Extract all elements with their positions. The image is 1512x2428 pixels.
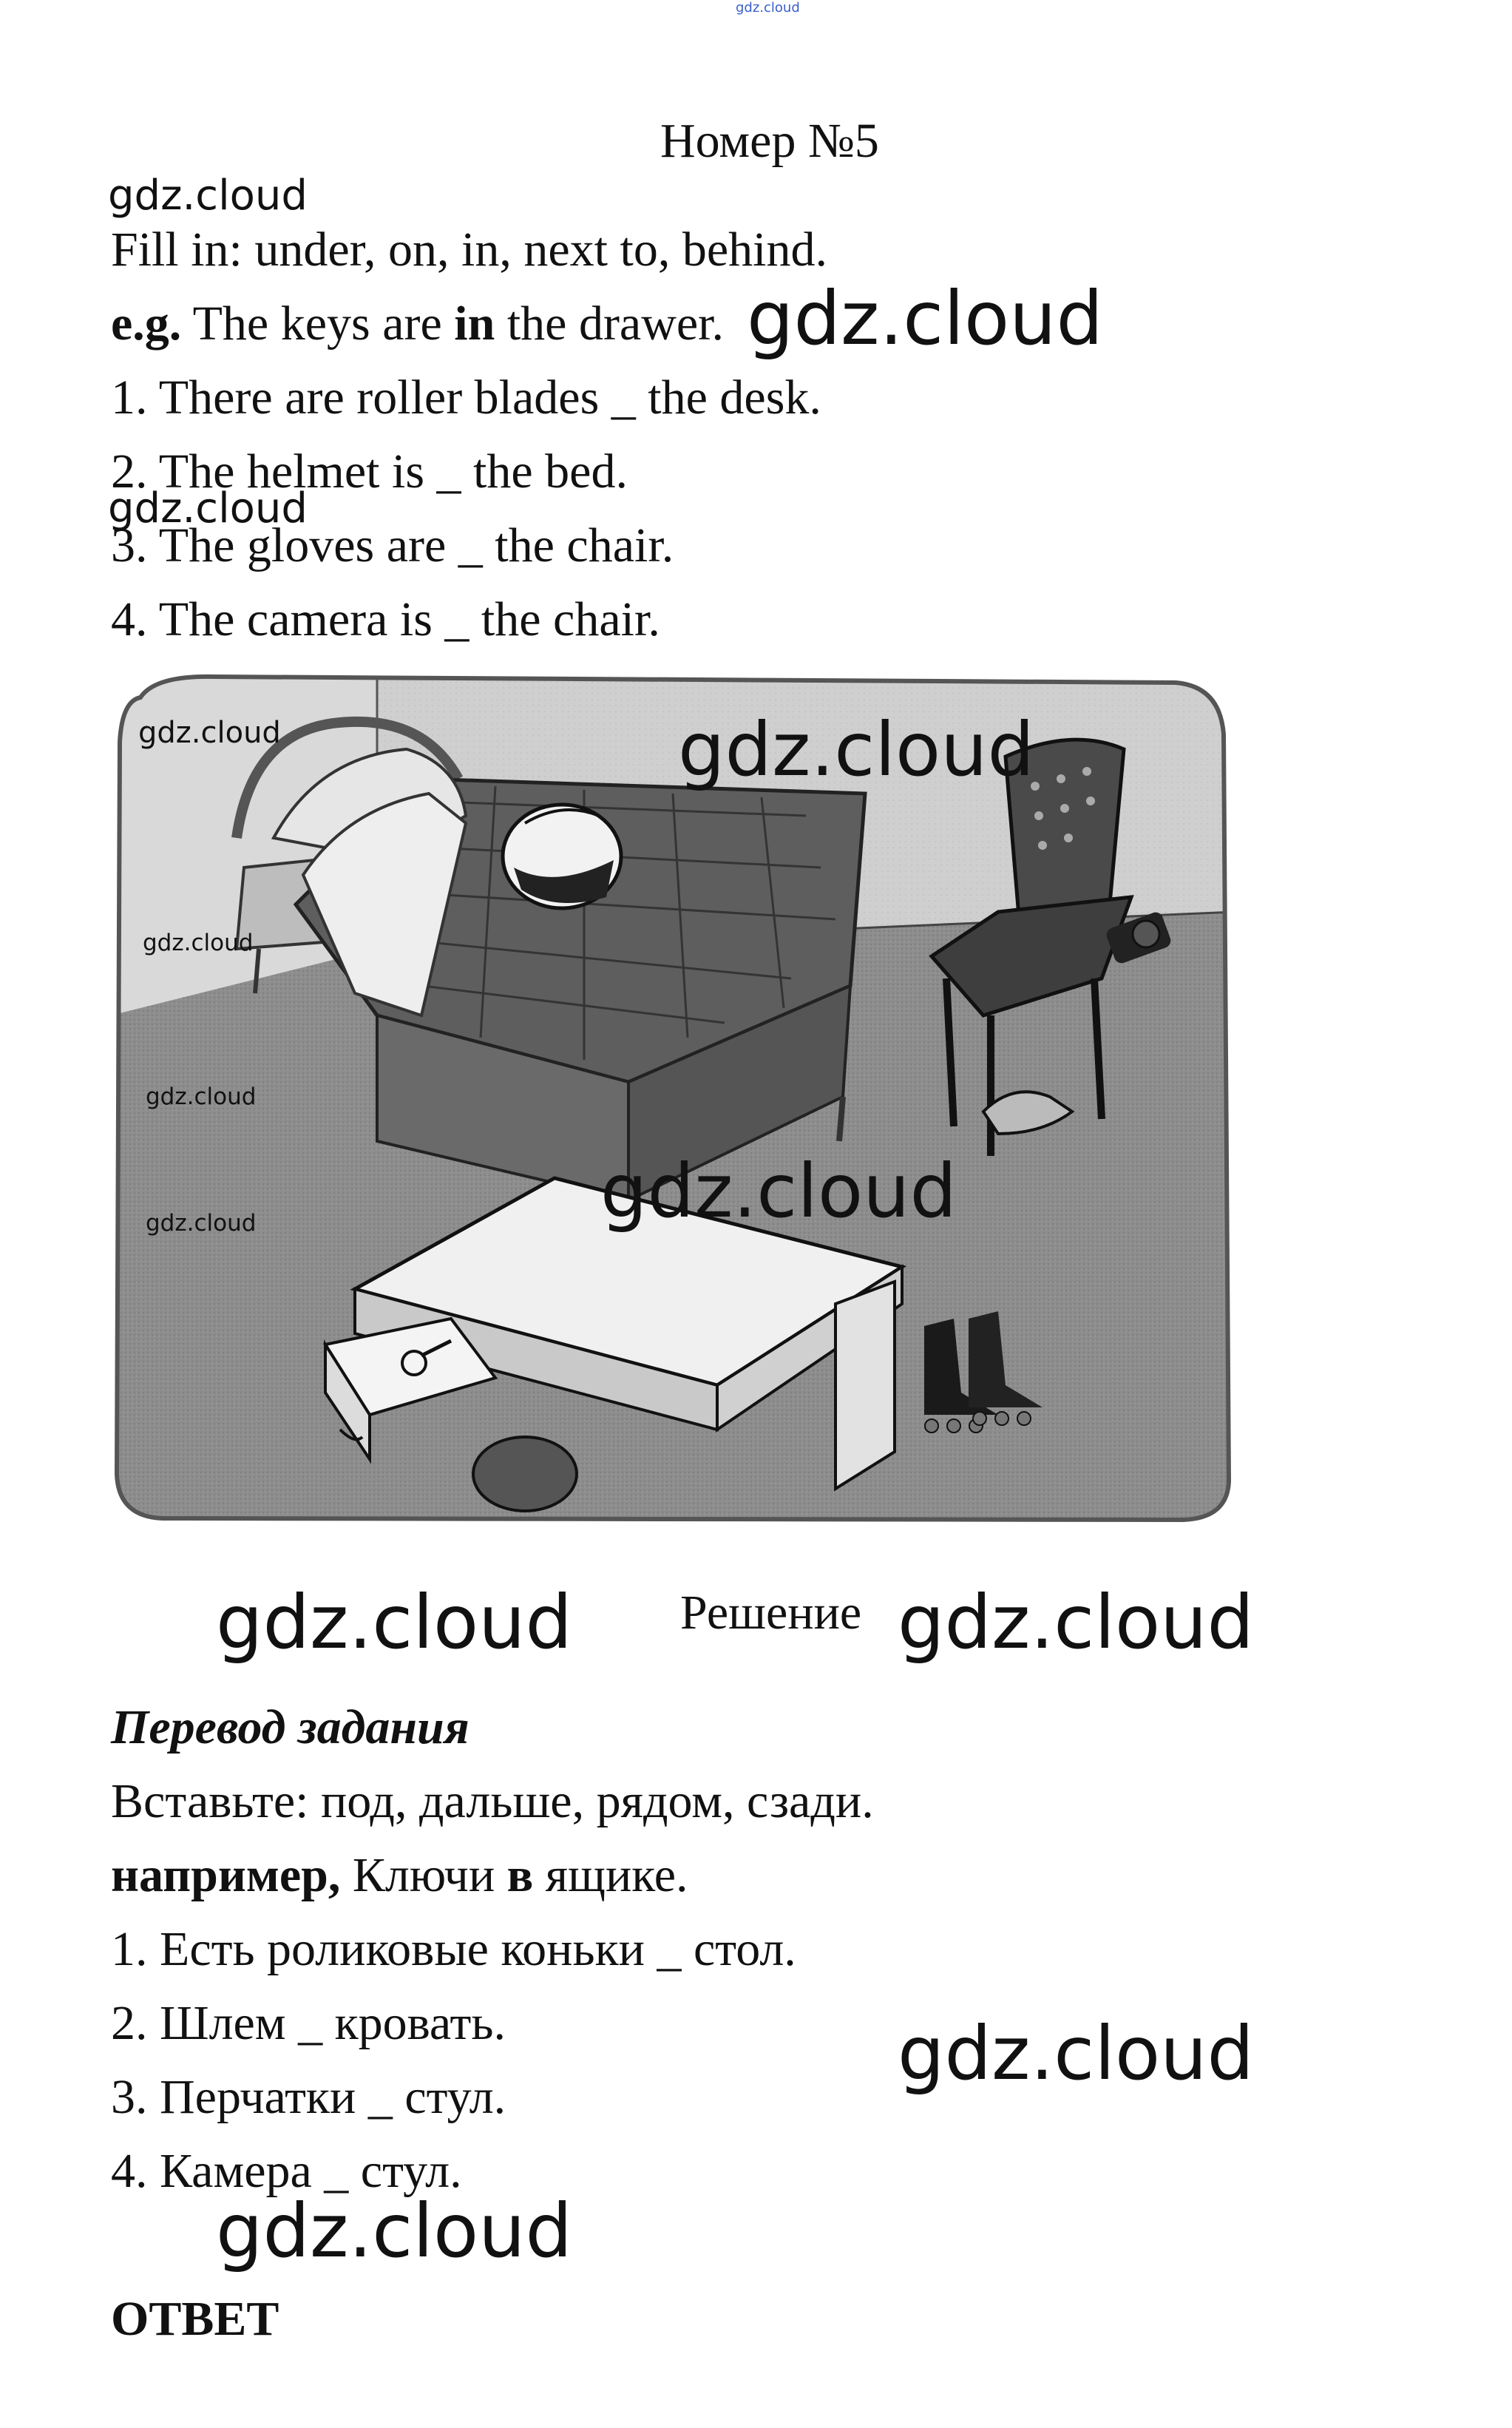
watermark: gdz.cloud — [146, 1210, 257, 1237]
watermark: gdz.cloud — [216, 1579, 573, 1666]
translation-example — [111, 1848, 688, 1902]
task-item: 4. The camera is _ the chair. — [111, 592, 660, 646]
translation-item: 1. Есть роликовые коньки _ стол. — [111, 1922, 796, 1976]
watermark: gdz.cloud — [216, 2188, 573, 2274]
task-item: 1. There are roller blades _ the desk. — [111, 371, 821, 425]
task-item: 2. The helmet is _ the bed. — [111, 444, 628, 498]
watermark: gdz.cloud — [146, 1083, 257, 1110]
example-text-after: the drawer. — [495, 297, 725, 351]
bedroom-illustration — [111, 668, 1235, 1526]
example-text-after: ящике. — [533, 1848, 688, 1902]
translation-item: 3. Перчатки _ стул. — [111, 2070, 506, 2124]
translation-item: 2. Шлем _ кровать. — [111, 1996, 506, 2050]
example-prefix: например, — [111, 1848, 341, 1902]
example-prefix: e.g. — [111, 297, 182, 351]
task-item: 3. The gloves are _ the chair. — [111, 518, 674, 572]
watermark: gdz.cloud — [143, 930, 254, 956]
watermark: gdz.cloud — [108, 172, 308, 220]
example-keyword: in — [454, 297, 495, 351]
bag — [473, 1437, 577, 1511]
watermark: gdz.cloud — [600, 1148, 957, 1234]
bedroom-drawing — [111, 668, 1235, 1526]
page-title: Номер №5 — [660, 114, 879, 168]
example-text-before: The keys are — [181, 297, 455, 351]
watermark: gdz.cloud — [898, 1579, 1255, 1666]
example-text-before: Ключи — [340, 1848, 507, 1902]
helmet — [503, 805, 621, 908]
answer-heading: ОТВЕТ — [111, 2292, 279, 2346]
example-keyword: в — [506, 1848, 534, 1902]
translation-heading: Перевод задания — [111, 1700, 469, 1754]
translation-item: 4. Камера _ стул. — [111, 2144, 462, 2198]
watermark: gdz.cloud — [747, 275, 1104, 362]
watermark: gdz.cloud — [736, 0, 800, 16]
task-instruction: Fill in: under, on, in, next to, behind. — [111, 223, 827, 277]
watermark: gdz.cloud — [138, 716, 281, 750]
translation-instruction: Вставьте: под, дальше, рядом, сзади. — [111, 1774, 874, 1828]
task-example — [111, 297, 725, 351]
solution-label: Решение — [680, 1586, 862, 1640]
watermark: gdz.cloud — [898, 2010, 1255, 2097]
watermark: gdz.cloud — [108, 484, 308, 532]
watermark: gdz.cloud — [678, 706, 1035, 793]
